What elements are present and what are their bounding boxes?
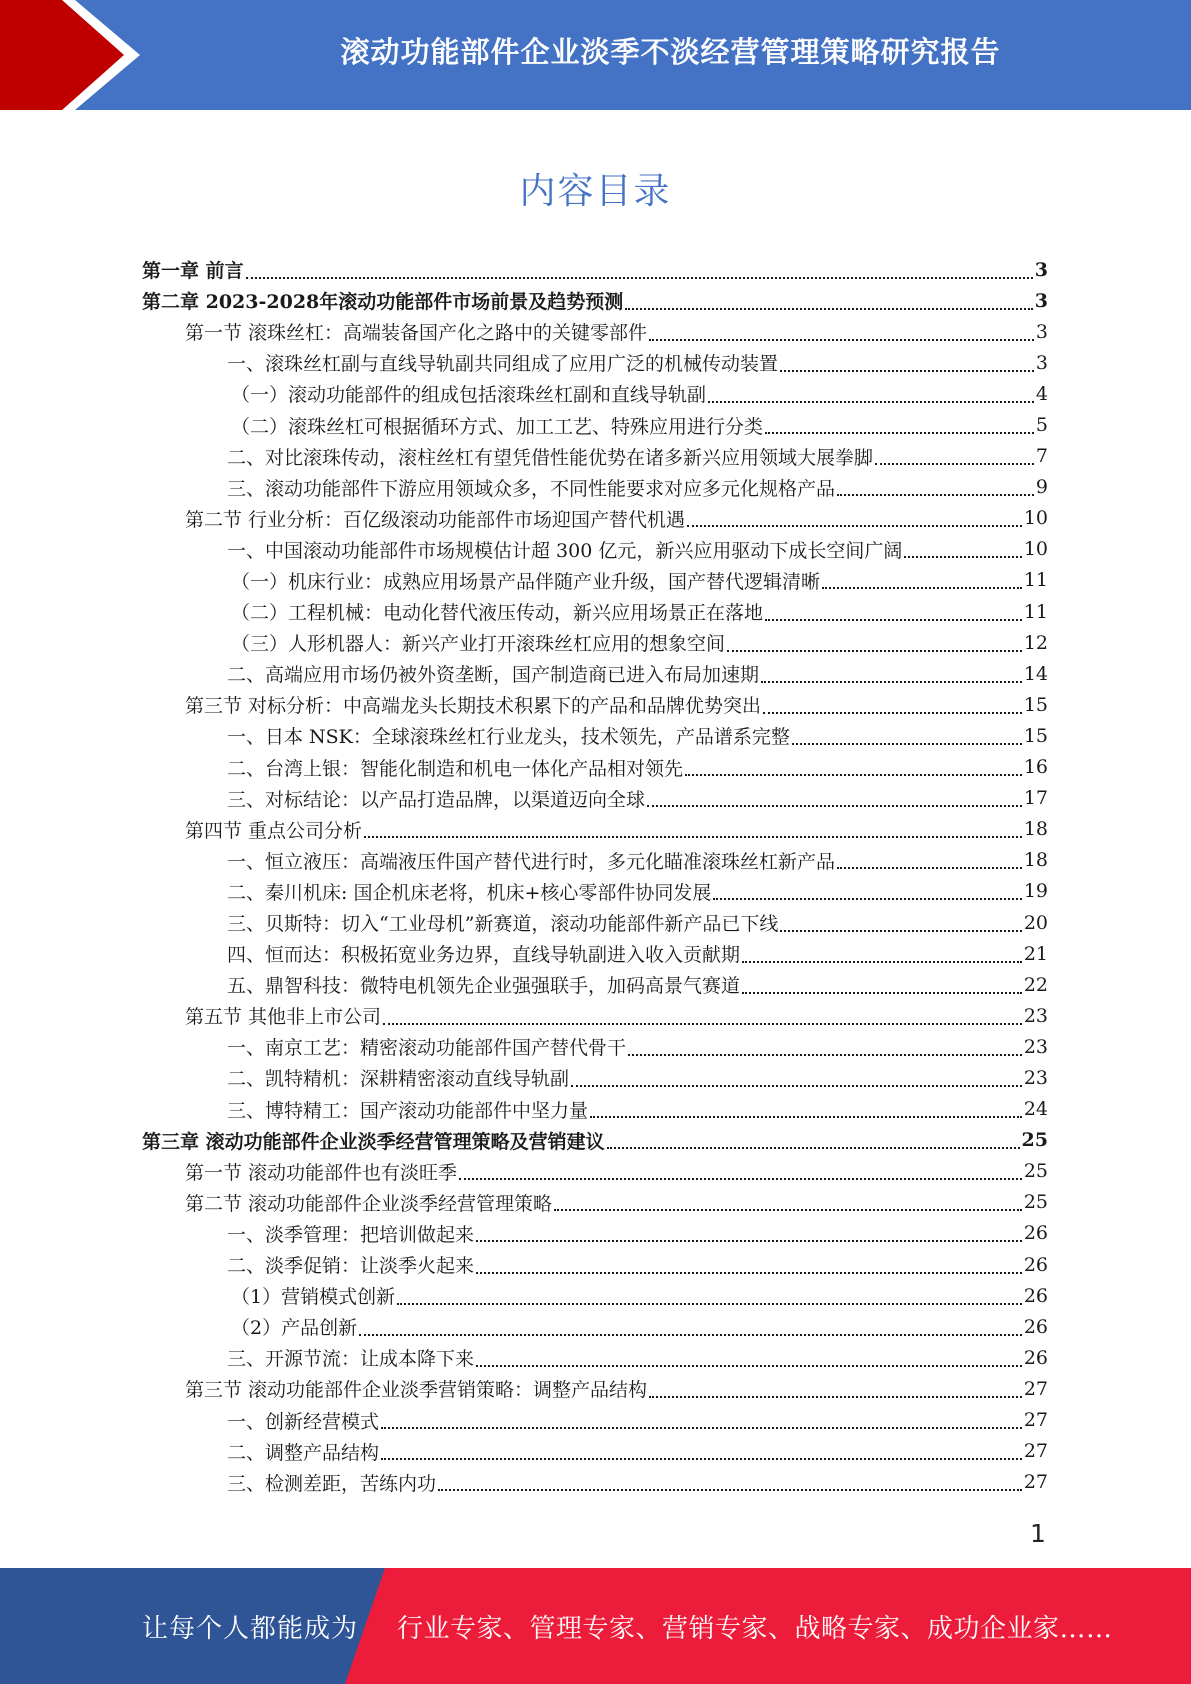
toc-entry[interactable] (142, 658, 1048, 689)
toc-entry-page: 23 (1023, 1035, 1048, 1058)
page-number: 1 (1030, 1519, 1046, 1548)
toc-leader-dots (792, 739, 1022, 745)
toc-entry[interactable] (142, 1467, 1048, 1498)
toc-leader-dots (476, 1361, 1022, 1367)
toc-leader-dots (904, 552, 1021, 558)
toc-entry[interactable] (142, 969, 1048, 1000)
toc-leader-dots (438, 1485, 1022, 1491)
toc-entry-label: （二）工程机械：电动化替代液压传动，新兴应用场景正在落地 (231, 602, 764, 625)
toc-entry-page: 17 (1023, 787, 1048, 810)
toc-entry-label: 三、滚动功能部件下游应用领域众多，不同性能要求对应多元化规格产品 (227, 477, 836, 500)
toc-entry-label: （三）人形机器人：新兴产业打开滚珠丝杠应用的想象空间 (231, 633, 726, 656)
toc-entry-label: 一、日本 NSK：全球滚珠丝杠行业龙头，技术领先，产品谱系完整 (227, 726, 790, 749)
toc-entry[interactable] (142, 1187, 1048, 1218)
toc-leader-dots (649, 1392, 1022, 1398)
toc-entry[interactable] (142, 1062, 1048, 1093)
toc-entry-label: 三、开源节流：让成本降下来 (227, 1348, 475, 1371)
toc-leader-dots (246, 273, 1033, 279)
toc-entry-label: （二）滚珠丝杠可根据循环方式、加工工艺、特殊应用进行分类 (231, 415, 764, 438)
toc-entry-page: 24 (1023, 1098, 1048, 1121)
toc-leader-dots (837, 490, 1034, 496)
toc-entry-label: 第一节 滚动功能部件也有淡旺季 (185, 1161, 458, 1184)
toc-leader-dots (476, 1268, 1022, 1274)
toc-entry-page: 15 (1023, 724, 1048, 747)
toc-entry-page: 27 (1023, 1377, 1048, 1400)
toc-entry-page: 26 (1023, 1253, 1048, 1276)
toc-entry-page: 11 (1023, 600, 1048, 623)
toc-entry-page: 19 (1023, 880, 1048, 903)
toc-entry-label: 二、淡季促销：让淡季火起来 (227, 1255, 475, 1278)
toc-entry-label: 四、恒而达：积极拓宽业务边界，直线导轨副进入收入贡献期 (227, 944, 741, 967)
page-header (0, 0, 1191, 110)
toc-entry[interactable] (142, 1000, 1048, 1031)
toc-entry[interactable] (142, 1156, 1048, 1187)
toc-entry-page: 18 (1023, 849, 1048, 872)
toc-entry-page: 27 (1023, 1409, 1048, 1432)
toc-entry-page: 5 (1035, 414, 1048, 437)
toc-entry-label: 第四节 重点公司分析 (185, 819, 363, 842)
toc-entry-page: 10 (1023, 507, 1048, 530)
toc-entry[interactable] (142, 409, 1048, 440)
toc-entry[interactable] (142, 565, 1048, 596)
toc-entry[interactable] (142, 378, 1048, 409)
toc-entry-label: 二、台湾上银：智能化制造和机电一体化产品相对领先 (227, 757, 684, 780)
toc-entry[interactable] (142, 627, 1048, 658)
toc-entry-page: 3 (1035, 351, 1048, 374)
toc-entry-label: 五、鼎智科技：微特电机领先企业强强联手，加码高景气赛道 (227, 975, 741, 998)
toc-entry[interactable] (142, 316, 1048, 347)
toc-leader-dots (381, 1423, 1022, 1429)
toc-leader-dots (383, 1019, 1022, 1025)
toc-entry-page: 26 (1023, 1315, 1048, 1338)
toc-entry-page: 15 (1023, 693, 1048, 716)
toc-entry-page: 26 (1023, 1222, 1048, 1245)
toc-entry-label: 二、高端应用市场仍被外资垄断，国产制造商已进入布局加速期 (227, 664, 760, 687)
toc-entry-label: 三、博特精工：国产滚动功能部件中坚力量 (227, 1099, 589, 1122)
report-title: 滚动功能部件企业淡季不淡经营管理策略研究报告 (340, 34, 1001, 69)
toc-leader-dots (590, 1112, 1022, 1118)
toc-leader-dots (708, 397, 1034, 403)
toc-entry[interactable] (142, 876, 1048, 907)
toc-entry-page: 16 (1023, 756, 1048, 779)
toc-leader-dots (727, 646, 1022, 652)
toc-leader-dots (837, 863, 1022, 869)
toc-entry-page: 27 (1023, 1440, 1048, 1463)
toc-entry-page: 26 (1023, 1346, 1048, 1369)
toc-leader-dots (381, 1454, 1022, 1460)
toc-entry[interactable] (142, 938, 1048, 969)
toc-leader-dots (763, 708, 1022, 714)
toc-entry-label: （一）滚动功能部件的组成包括滚珠丝杠副和直线导轨副 (231, 384, 707, 407)
toc-leader-dots (742, 957, 1022, 963)
toc-entry-label: 一、创新经营模式 (227, 1410, 380, 1433)
toc-entry-label: （1）营销模式创新 (231, 1286, 396, 1309)
toc-entry-page: 26 (1023, 1284, 1048, 1307)
toc-entry-page: 27 (1023, 1471, 1048, 1494)
toc-entry[interactable] (142, 1125, 1048, 1156)
toc-entry-label: 二、调整产品结构 (227, 1441, 380, 1464)
toc-leader-dots (713, 894, 1021, 900)
toc-entry-page: 12 (1023, 631, 1048, 654)
toc-entry-page: 23 (1023, 1004, 1048, 1027)
toc-entry[interactable] (142, 534, 1048, 565)
toc-entry-label: 第一节 滚珠丝杠：高端装备国产化之路中的关键零部件 (185, 322, 648, 345)
toc-entry-page: 10 (1023, 538, 1048, 561)
header-chevron-icon (0, 0, 160, 110)
toc-entry-page: 4 (1035, 382, 1048, 405)
toc-entry-label: 第五节 其他非上市公司 (185, 1006, 382, 1029)
toc-entry-label: 二、秦川机床: 国企机床老将，机床+核心零部件协同发展 (227, 881, 712, 904)
toc-entry-page: 25 (1021, 1129, 1048, 1152)
toc-entry[interactable] (142, 1218, 1048, 1249)
toc-entry-label: 一、淡季管理：把培训做起来 (227, 1223, 475, 1246)
toc-entry[interactable] (142, 907, 1048, 938)
toc-leader-dots (875, 459, 1034, 465)
toc-entry[interactable] (142, 1031, 1048, 1062)
toc-entry-page: 20 (1023, 911, 1048, 934)
table-of-contents (142, 254, 1048, 1498)
toc-leader-dots (685, 770, 1022, 776)
toc-entry-page: 21 (1023, 942, 1048, 965)
toc-entry-label: 三、贝斯特：切入“工业母机”新赛道，滚动功能部件新产品已下线 (227, 913, 779, 936)
toc-entry-page: 18 (1023, 818, 1048, 841)
toc-entry-page: 22 (1023, 973, 1048, 996)
toc-leader-dots (571, 1081, 1022, 1087)
toc-entry[interactable] (142, 347, 1048, 378)
toc-entry-label: 一、滚珠丝杠副与直线导轨副共同组成了应用广泛的机械传动装置 (227, 353, 779, 376)
toc-entry-label: 第二节 滚动功能部件企业淡季经营管理策略 (185, 1192, 553, 1215)
toc-entry-page: 3 (1035, 320, 1048, 343)
toc-entry[interactable] (142, 752, 1048, 783)
toc-entry-page: 25 (1023, 1191, 1048, 1214)
toc-entry-label: 第二章 2023-2028年滚动功能部件市场前景及趋势预测 (142, 291, 624, 314)
toc-entry-page: 7 (1035, 445, 1048, 468)
toc-entry[interactable] (142, 1342, 1048, 1373)
toc-entry-label: 二、对比滚珠传动，滚柱丝杠有望凭借性能优势在诸多新兴应用领域大展拳脚 (227, 446, 874, 469)
toc-entry-label: 第三节 滚动功能部件企业淡季营销策略：调整产品结构 (185, 1379, 648, 1402)
footer-slogan-left: 让每个人都能成为 (142, 1613, 359, 1644)
toc-entry[interactable] (142, 596, 1048, 627)
toc-leader-dots (628, 1050, 1022, 1056)
toc-entry[interactable] (142, 472, 1048, 503)
toc-entry[interactable] (142, 285, 1048, 316)
toc-entry[interactable] (142, 845, 1048, 876)
page-footer (0, 1568, 1191, 1684)
toc-entry-page: 23 (1023, 1066, 1048, 1089)
toc-entry-label: 一、恒立液压：高端液压件国产替代进行时，多元化瞄准滚珠丝杠新产品 (227, 850, 836, 873)
toc-entry-page: 14 (1023, 662, 1048, 685)
toc-leader-dots (397, 1299, 1022, 1305)
toc-leader-dots (761, 677, 1022, 683)
toc-entry-label: （一）机床行业：成熟应用场景产品伴随产业升级，国产替代逻辑清晰 (231, 570, 821, 593)
toc-entry-page: 3 (1034, 258, 1048, 281)
toc-entry[interactable] (142, 441, 1048, 472)
toc-entry-label: 三、检测差距，苦练内功 (227, 1472, 437, 1495)
toc-entry[interactable] (142, 814, 1048, 845)
toc-entry[interactable] (142, 689, 1048, 720)
toc-entry-label: 第三节 对标分析：中高端龙头长期技术积累下的产品和品牌优势突出 (185, 695, 762, 718)
toc-entry[interactable] (142, 1280, 1048, 1311)
toc-entry[interactable] (142, 1404, 1048, 1435)
toc-entry-label: （2）产品创新 (231, 1317, 358, 1340)
toc-leader-dots (364, 832, 1022, 838)
toc-leader-dots (647, 801, 1022, 807)
toc-entry-label: 第三章 滚动功能部件企业淡季经营管理策略及营销建议 (142, 1130, 605, 1153)
toc-entry[interactable] (142, 1436, 1048, 1467)
toc-leader-dots (765, 428, 1034, 434)
toc-entry[interactable] (142, 783, 1048, 814)
toc-leader-dots (476, 1236, 1022, 1242)
toc-entry-label: 第一章 前言 (142, 260, 244, 283)
toc-leader-dots (687, 521, 1022, 527)
toc-entry-page: 25 (1023, 1160, 1048, 1183)
toc-entry-page: 9 (1035, 476, 1048, 499)
toc-entry-label: 三、对标结论：以产品打造品牌，以渠道迈向全球 (227, 788, 646, 811)
toc-entry[interactable] (142, 1373, 1048, 1404)
toc-leader-dots (649, 335, 1034, 341)
toc-leader-dots (742, 988, 1022, 994)
toc-leader-dots (625, 304, 1033, 310)
toc-leader-dots (780, 926, 1021, 932)
toc-entry[interactable] (142, 720, 1048, 751)
toc-entry-label: 第二节 行业分析：百亿级滚动功能部件市场迎国产替代机遇 (185, 508, 686, 531)
toc-entry-label: 二、凯特精机：深耕精密滚动直线导轨副 (227, 1068, 570, 1091)
footer-slogan-right: 行业专家、管理专家、营销专家、战略专家、成功企业家…… (397, 1613, 1113, 1644)
toc-entry[interactable] (142, 1094, 1048, 1125)
toc-entry-label: 一、中国滚动功能部件市场规模估计超 300 亿元，新兴应用驱动下成长空间广阔 (227, 539, 903, 562)
toc-leader-dots (765, 615, 1022, 621)
toc-entry-page: 11 (1023, 569, 1048, 592)
toc-entry[interactable] (142, 1311, 1048, 1342)
toc-leader-dots (607, 1143, 1020, 1149)
toc-leader-dots (554, 1205, 1022, 1211)
toc-entry[interactable] (142, 254, 1048, 285)
toc-leader-dots (822, 583, 1022, 589)
toc-leader-dots (780, 366, 1034, 372)
toc-heading: 内容目录 (519, 171, 672, 212)
toc-entry-label: 一、南京工艺：精密滚动功能部件国产替代骨干 (227, 1037, 627, 1060)
toc-entry[interactable] (142, 1249, 1048, 1280)
toc-entry[interactable] (142, 503, 1048, 534)
toc-leader-dots (459, 1174, 1022, 1180)
toc-leader-dots (359, 1330, 1022, 1336)
toc-entry-page: 3 (1034, 289, 1048, 312)
